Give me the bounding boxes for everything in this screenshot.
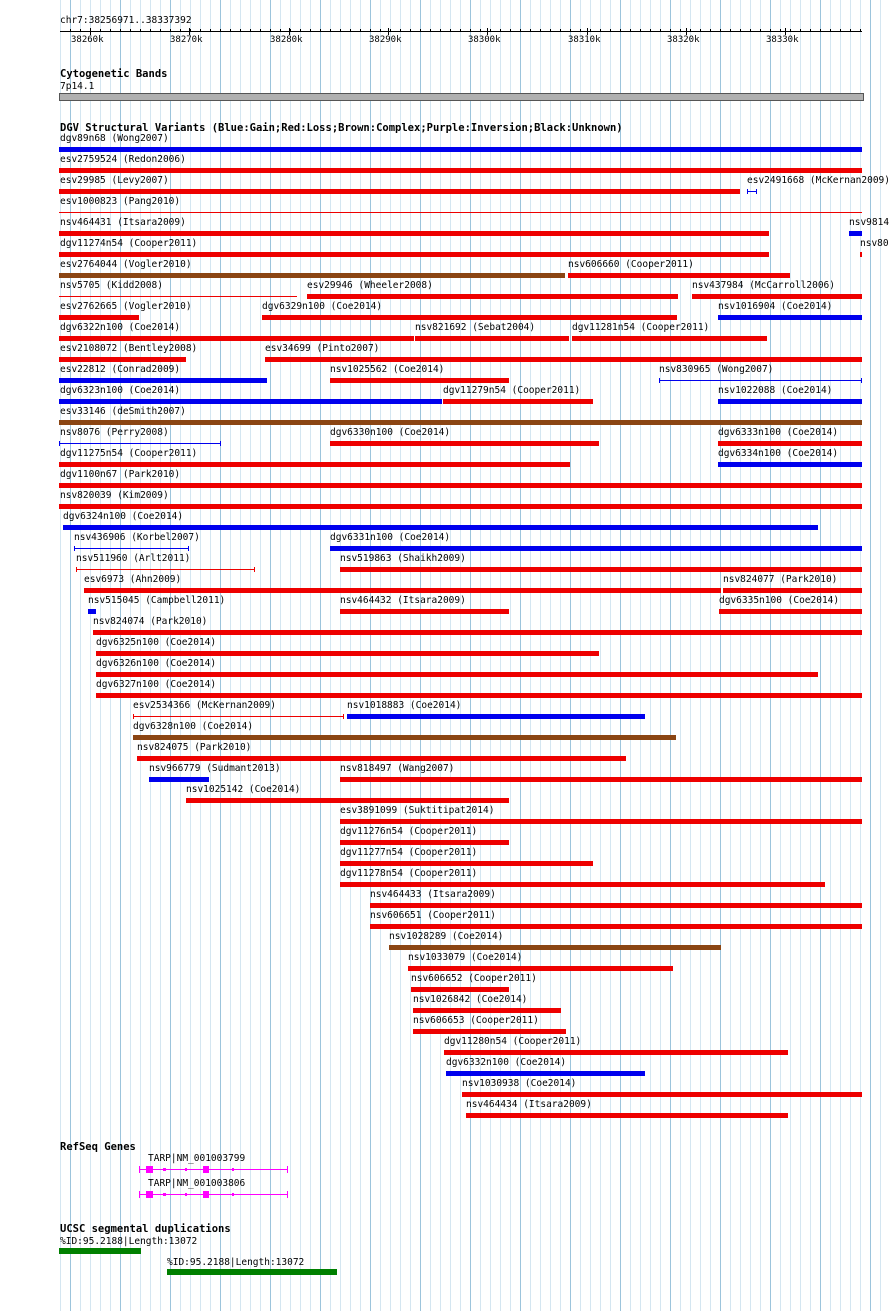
ruler-minor-tick	[690, 29, 691, 32]
dgv-feature-label[interactable]: nsv821692 (Sebat2004)	[415, 322, 536, 333]
ruler-minor-tick	[630, 29, 631, 32]
dgv-feature-bar[interactable]	[340, 840, 509, 845]
ruler-minor-tick	[350, 29, 351, 32]
ruler-minor-tick	[80, 29, 81, 32]
dgv-feature-label[interactable]: esv2491668 (McKernan2009)	[747, 175, 890, 186]
dgv-feature-bar[interactable]	[59, 443, 221, 444]
ruler-tick-label: 38310k	[568, 35, 601, 45]
dgv-feature-label[interactable]: nsv5705 (Kidd2008)	[60, 280, 163, 291]
dgv-feature-label[interactable]: nsv436906 (Korbel2007)	[74, 532, 200, 543]
ruler-minor-tick	[850, 29, 851, 32]
ruler-minor-tick	[130, 29, 131, 32]
dgv-feature-bar[interactable]	[340, 777, 862, 782]
ruler-minor-tick	[390, 29, 391, 32]
ruler-minor-tick	[570, 29, 571, 32]
dgv-feature-bar[interactable]	[76, 569, 255, 570]
dgv-feature-label[interactable]: nsv1033079 (Coe2014)	[408, 952, 523, 963]
dgv-feature-bar[interactable]	[59, 483, 862, 488]
dgv-feature-label[interactable]: esv2764044 (Vogler2010)	[60, 259, 192, 270]
ruler-minor-tick	[500, 29, 501, 32]
ruler-minor-tick	[480, 29, 481, 32]
ruler-minor-tick	[440, 29, 441, 32]
dgv-feature-label[interactable]: nsv1026842 (Coe2014)	[413, 994, 528, 1005]
dgv-feature-bar[interactable]	[59, 231, 769, 236]
dgv-feature-label[interactable]: dgv6331n100 (Coe2014)	[330, 532, 451, 543]
gene-end-marker	[139, 1191, 140, 1198]
dgv-feature-label[interactable]: nsv1025142 (Coe2014)	[186, 784, 301, 795]
gene-intron-line	[139, 1169, 288, 1170]
ruler-minor-tick	[730, 29, 731, 32]
dgv-feature-label[interactable]: nsv511960 (Arlt2011)	[76, 553, 191, 564]
ruler-minor-tick	[700, 29, 701, 32]
ruler-minor-tick	[540, 29, 541, 32]
ruler-minor-tick	[790, 29, 791, 32]
gene-exon	[163, 1168, 166, 1171]
dgv-feature-label[interactable]: nsv1016904 (Coe2014)	[718, 301, 833, 312]
dgv-feature-label[interactable]: dgv11275n54 (Cooper2011)	[60, 448, 198, 459]
gene-intron-line	[139, 1194, 288, 1195]
dgv-feature-bar[interactable]	[96, 672, 818, 677]
ruler-minor-tick	[740, 29, 741, 32]
ruler-minor-tick	[160, 29, 161, 32]
ruler-minor-tick	[340, 29, 341, 32]
ruler-minor-tick	[710, 29, 711, 32]
dgv-feature-label[interactable]: esv29946 (Wheeler2008)	[307, 280, 433, 291]
ruler-minor-tick	[120, 29, 121, 32]
dgv-feature-bar[interactable]	[59, 357, 186, 362]
dgv-feature-label[interactable]: dgv11280n54 (Cooper2011)	[444, 1036, 582, 1047]
dgv-feature-bar[interactable]	[340, 819, 862, 824]
ruler-tick	[785, 28, 786, 35]
dgv-feature-label[interactable]: dgv11274n54 (Cooper2011)	[60, 238, 198, 249]
dgv-feature-bar[interactable]	[96, 693, 862, 698]
ruler-minor-tick	[800, 29, 801, 32]
dgv-feature-bar[interactable]	[59, 296, 297, 297]
dgv-feature-bar[interactable]	[59, 336, 414, 341]
cytoband-label: 7p14.1	[60, 81, 95, 92]
dgv-feature-label[interactable]: dgv6325n100 (Coe2014)	[96, 637, 217, 648]
ruler-minor-tick	[420, 29, 421, 32]
dgv-feature-label[interactable]: esv6973 (Ahn2009)	[84, 574, 182, 585]
dgv-feature-label[interactable]: dgv11276n54 (Cooper2011)	[340, 826, 478, 837]
dgv-feature-label[interactable]: esv2759524 (Redon2006)	[60, 154, 186, 165]
ruler-minor-tick	[370, 29, 371, 32]
ruler-minor-tick	[600, 29, 601, 32]
ruler-minor-tick	[490, 29, 491, 32]
dgv-feature-label[interactable]: dgv11277n54 (Cooper2011)	[340, 847, 478, 858]
dgv-feature-bar[interactable]	[59, 168, 862, 173]
dgv-feature-bar[interactable]	[307, 294, 678, 299]
dgv-feature-bar[interactable]	[718, 315, 862, 320]
ruler-minor-tick	[750, 29, 751, 32]
ruler-minor-tick	[380, 29, 381, 32]
dgv-feature-label[interactable]: esv33146 (deSmith2007)	[60, 406, 186, 417]
ruler-tick	[487, 28, 488, 35]
segdup-label[interactable]: %ID:95.2188|Length:13072	[60, 1236, 198, 1247]
dgv-feature-bar[interactable]	[59, 212, 862, 213]
ruler-minor-tick	[620, 29, 621, 32]
dgv-feature-bar[interactable]	[413, 1008, 561, 1013]
segdup-track-title: UCSC segmental duplications	[60, 1223, 231, 1235]
gene-label[interactable]: TARP|NM_001003799	[148, 1153, 246, 1164]
ruler-tick-label: 38300k	[468, 35, 501, 45]
dgv-feature-label[interactable]: nsv1022088 (Coe2014)	[718, 385, 833, 396]
dgv-feature-bar[interactable]	[186, 798, 509, 803]
dgv-feature-bar[interactable]	[59, 504, 862, 509]
ruler-minor-tick	[310, 29, 311, 32]
ruler-minor-tick	[110, 29, 111, 32]
dgv-feature-label[interactable]: nsv8076 (Perry2008)	[60, 427, 169, 438]
dgv-feature-bar[interactable]	[59, 147, 862, 152]
dgv-feature-label[interactable]: dgv6323n100 (Coe2014)	[60, 385, 181, 396]
dgv-feature-label[interactable]: esv2762665 (Vogler2010)	[60, 301, 192, 312]
ruler-minor-tick	[220, 29, 221, 32]
dgv-feature-bar[interactable]	[59, 420, 862, 425]
ruler-minor-tick	[140, 29, 141, 32]
ruler-minor-tick	[820, 29, 821, 32]
dgv-feature-bar[interactable]	[413, 1029, 566, 1034]
dgv-feature-bar[interactable]	[718, 462, 862, 467]
dgv-feature-bar[interactable]	[718, 399, 862, 404]
dgv-feature-label[interactable]: nsv464433 (Itsara2009)	[370, 889, 496, 900]
dgv-feature-bar[interactable]	[59, 189, 740, 194]
segdup-bar[interactable]	[59, 1248, 141, 1254]
dgv-feature-label[interactable]: nsv9814	[849, 217, 890, 228]
dgv-feature-label[interactable]: nsv824077 (Park2010)	[723, 574, 838, 585]
ruler-minor-tick	[400, 29, 401, 32]
dgv-feature-bar[interactable]	[446, 1071, 645, 1076]
dgv-feature-bar[interactable]	[411, 987, 509, 992]
dgv-feature-label[interactable]: dgv6335n100 (Coe2014)	[719, 595, 840, 606]
ruler-tick-label: 38290k	[369, 35, 402, 45]
ruler-minor-tick	[780, 29, 781, 32]
ruler-minor-tick	[770, 29, 771, 32]
ruler-minor-tick	[290, 29, 291, 32]
dgv-feature-label[interactable]: nsv519863 (Shaikh2009)	[340, 553, 466, 564]
dgv-feature-bar[interactable]	[340, 567, 862, 572]
dgv-feature-bar[interactable]	[415, 336, 569, 341]
ruler-minor-tick	[410, 29, 411, 32]
dgv-feature-bar[interactable]	[133, 716, 344, 717]
gene-end-marker	[287, 1166, 288, 1173]
dgv-feature-label[interactable]: nsv606651 (Cooper2011)	[370, 910, 496, 921]
dgv-feature-bar[interactable]	[59, 399, 442, 404]
dgv-feature-bar[interactable]	[262, 315, 677, 320]
dgv-feature-bar[interactable]	[330, 441, 599, 446]
ruler-minor-tick	[580, 29, 581, 32]
dgv-feature-label[interactable]: dgv89n68 (Wong2007)	[60, 133, 169, 144]
ruler-minor-tick	[470, 29, 471, 32]
gene-exon	[163, 1193, 166, 1196]
dgv-feature-label[interactable]: nsv820039 (Kim2009)	[60, 490, 169, 501]
cytoband-bar[interactable]	[59, 93, 864, 101]
ruler-minor-tick	[100, 29, 101, 32]
dgv-feature-bar[interactable]	[133, 735, 676, 740]
dgv-feature-bar[interactable]	[462, 1092, 862, 1097]
ruler-tick	[686, 28, 687, 35]
ruler-minor-tick	[300, 29, 301, 32]
gene-exon	[232, 1168, 234, 1171]
gene-exon	[185, 1168, 187, 1171]
segdup-bar[interactable]	[167, 1269, 337, 1275]
dgv-feature-bar[interactable]	[96, 651, 599, 656]
ruler-minor-tick	[640, 29, 641, 32]
dgv-feature-bar[interactable]	[330, 546, 862, 551]
ruler-minor-tick	[200, 29, 201, 32]
dgv-feature-label[interactable]: nsv464432 (Itsara2009)	[340, 595, 466, 606]
ruler-tick-label: 38320k	[667, 35, 700, 45]
ruler-minor-tick	[150, 29, 151, 32]
ruler-minor-tick	[190, 29, 191, 32]
dgv-feature-bar[interactable]	[370, 903, 862, 908]
ruler-minor-tick	[230, 29, 231, 32]
dgv-feature-label[interactable]: dgv6332n100 (Coe2014)	[446, 1057, 567, 1068]
ruler-minor-tick	[250, 29, 251, 32]
dgv-feature-label[interactable]: nsv824074 (Park2010)	[93, 616, 208, 627]
dgv-feature-label[interactable]: esv2534366 (McKernan2009)	[133, 700, 276, 711]
dgv-feature-label[interactable]: nsv1018883 (Coe2014)	[347, 700, 462, 711]
ruler-minor-tick	[520, 29, 521, 32]
ruler-minor-tick	[270, 29, 271, 32]
ruler-minor-tick	[860, 29, 861, 32]
dgv-track-title: DGV Structural Variants (Blue:Gain;Red:Loss;Brown:Complex;Purple:Inversion;Black:Unknown)	[60, 122, 623, 134]
dgv-feature-bar[interactable]	[149, 777, 209, 782]
ruler-minor-tick	[320, 29, 321, 32]
gene-exon	[146, 1166, 153, 1173]
ruler-minor-tick	[450, 29, 451, 32]
dgv-feature-label[interactable]: esv22812 (Conrad2009)	[60, 364, 181, 375]
ruler-minor-tick	[430, 29, 431, 32]
ruler-minor-tick	[460, 29, 461, 32]
dgv-feature-bar[interactable]	[88, 609, 96, 614]
dgv-feature-bar[interactable]	[389, 945, 721, 950]
gene-exon	[232, 1193, 234, 1196]
gene-exon	[185, 1193, 187, 1196]
dgv-feature-label[interactable]: nsv606653 (Cooper2011)	[413, 1015, 539, 1026]
ruler-minor-tick	[670, 29, 671, 32]
dgv-feature-label[interactable]: nsv830965 (Wong2007)	[659, 364, 774, 375]
dgv-feature-label[interactable]: dgv6324n100 (Coe2014)	[63, 511, 184, 522]
ruler-minor-tick	[260, 29, 261, 32]
dgv-feature-bar[interactable]	[340, 882, 825, 887]
dgv-feature-label[interactable]: esv3891099 (Suktitipat2014)	[340, 805, 495, 816]
dgv-feature-label[interactable]: dgv6329n100 (Coe2014)	[262, 301, 383, 312]
dgv-feature-label[interactable]: nsv966779 (Sudmant2013)	[149, 763, 281, 774]
segdup-label[interactable]: %ID:95.2188|Length:13072	[167, 1257, 305, 1268]
ruler-minor-tick	[360, 29, 361, 32]
dgv-feature-label[interactable]: dgv6333n100 (Coe2014)	[718, 427, 839, 438]
dgv-feature-label[interactable]: nsv464434 (Itsara2009)	[466, 1099, 592, 1110]
dgv-feature-bar[interactable]	[747, 191, 757, 192]
dgv-feature-bar[interactable]	[59, 378, 267, 383]
dgv-feature-label[interactable]: esv29985 (Levy2007)	[60, 175, 169, 186]
dgv-feature-label[interactable]: nsv464431 (Itsara2009)	[60, 217, 186, 228]
ruler-minor-tick	[170, 29, 171, 32]
ruler-minor-tick	[760, 29, 761, 32]
dgv-feature-bar[interactable]	[347, 714, 645, 719]
ruler-minor-tick	[810, 29, 811, 32]
ruler-minor-tick	[180, 29, 181, 32]
ruler-minor-tick	[680, 29, 681, 32]
dgv-feature-bar[interactable]	[860, 252, 862, 257]
dgv-feature-bar[interactable]	[84, 588, 721, 593]
dgv-feature-label[interactable]: nsv1025562 (Coe2014)	[330, 364, 445, 375]
ruler-minor-tick	[550, 29, 551, 32]
gene-end-marker	[139, 1166, 140, 1173]
ruler-tick-label: 38270k	[170, 35, 203, 45]
ruler-minor-tick	[70, 29, 71, 32]
ruler-minor-tick	[830, 29, 831, 32]
dgv-feature-bar[interactable]	[63, 525, 818, 530]
dgv-feature-bar[interactable]	[59, 273, 565, 278]
ruler-minor-tick	[560, 29, 561, 32]
cytoband-track-title: Cytogenetic Bands	[60, 68, 168, 80]
ruler-tick-label: 38260k	[71, 35, 104, 45]
dgv-feature-bar[interactable]	[74, 548, 189, 549]
ruler-minor-tick	[660, 29, 661, 32]
ruler-tick-label: 38280k	[270, 35, 303, 45]
dgv-feature-label[interactable]: dgv6322n100 (Coe2014)	[60, 322, 181, 333]
ruler-tick-label: 38330k	[766, 35, 799, 45]
dgv-feature-bar[interactable]	[340, 861, 593, 866]
dgv-feature-label[interactable]: dgv11279n54 (Cooper2011)	[443, 385, 581, 396]
gene-end-marker	[287, 1191, 288, 1198]
dgv-feature-label[interactable]: dgv6330n100 (Coe2014)	[330, 427, 451, 438]
dgv-feature-label[interactable]: dgv11281n54 (Cooper2011)	[572, 322, 710, 333]
dgv-feature-label[interactable]: dgv11278n54 (Cooper2011)	[340, 868, 478, 879]
dgv-feature-label[interactable]: dgv6334n100 (Coe2014)	[718, 448, 839, 459]
dgv-feature-label[interactable]: nsv437984 (McCarroll2006)	[692, 280, 835, 291]
dgv-feature-bar[interactable]	[330, 378, 509, 383]
ruler-minor-tick	[90, 29, 91, 32]
dgv-feature-bar[interactable]	[443, 399, 593, 404]
dgv-feature-bar[interactable]	[370, 924, 862, 929]
dgv-feature-label[interactable]: nsv515045 (Campbell2011)	[88, 595, 226, 606]
ruler-minor-tick	[510, 29, 511, 32]
dgv-feature-bar[interactable]	[466, 1113, 788, 1118]
dgv-feature-label[interactable]: dgv6328n100 (Coe2014)	[133, 721, 254, 732]
dgv-feature-bar[interactable]	[137, 756, 626, 761]
refseq-track-title: RefSeq Genes	[60, 1141, 136, 1153]
gene-exon	[203, 1191, 209, 1198]
dgv-feature-label[interactable]: esv1000823 (Pang2010)	[60, 196, 181, 207]
dgv-feature-bar[interactable]	[93, 630, 862, 635]
dgv-feature-label[interactable]: nsv606652 (Cooper2011)	[411, 973, 537, 984]
ruler-minor-tick	[210, 29, 211, 32]
dgv-feature-label[interactable]: dgv6326n100 (Coe2014)	[96, 658, 217, 669]
ruler-minor-tick	[530, 29, 531, 32]
dgv-feature-label[interactable]: nsv1030938 (Coe2014)	[462, 1078, 577, 1089]
dgv-feature-bar[interactable]	[59, 252, 769, 257]
dgv-feature-bar[interactable]	[340, 609, 509, 614]
region-coordinates: chr7:38256971..38337392	[60, 15, 192, 26]
dgv-feature-bar[interactable]	[723, 588, 862, 593]
ruler-minor-tick	[720, 29, 721, 32]
ruler-tick	[587, 28, 588, 35]
dgv-feature-bar[interactable]	[719, 609, 862, 614]
dgv-feature-bar[interactable]	[444, 1050, 788, 1055]
dgv-feature-label[interactable]: esv2108072 (Bentley2008)	[60, 343, 198, 354]
ruler-minor-tick	[280, 29, 281, 32]
ruler-minor-tick	[240, 29, 241, 32]
ruler-minor-tick	[650, 29, 651, 32]
dgv-feature-label[interactable]: nsv1028289 (Coe2014)	[389, 931, 504, 942]
ruler-minor-tick	[330, 29, 331, 32]
dgv-feature-bar[interactable]	[572, 336, 767, 341]
ruler-tick	[388, 28, 389, 35]
dgv-feature-bar[interactable]	[568, 273, 790, 278]
dgv-feature-bar[interactable]	[849, 231, 862, 236]
dgv-feature-label[interactable]: nsv818497 (Wang2007)	[340, 763, 455, 774]
dgv-feature-bar[interactable]	[659, 380, 862, 381]
dgv-feature-bar[interactable]	[265, 357, 862, 362]
dgv-feature-label[interactable]: nsv606660 (Cooper2011)	[568, 259, 694, 270]
gene-exon	[146, 1191, 153, 1198]
dgv-feature-label[interactable]: dgv1100n67 (Park2010)	[60, 469, 181, 480]
dgv-feature-bar[interactable]	[408, 966, 673, 971]
dgv-feature-bar[interactable]	[59, 315, 139, 320]
dgv-feature-label[interactable]: nsv80	[860, 238, 889, 249]
ruler-minor-tick	[590, 29, 591, 32]
gene-label[interactable]: TARP|NM_001003806	[148, 1178, 246, 1189]
dgv-feature-label[interactable]: esv34699 (Pinto2007)	[265, 343, 380, 354]
dgv-feature-bar[interactable]	[718, 441, 862, 446]
dgv-feature-bar[interactable]	[692, 294, 862, 299]
ruler-minor-tick	[840, 29, 841, 32]
dgv-feature-bar[interactable]	[59, 462, 570, 467]
ruler-minor-tick	[610, 29, 611, 32]
dgv-feature-label[interactable]: nsv824075 (Park2010)	[137, 742, 252, 753]
dgv-feature-label[interactable]: dgv6327n100 (Coe2014)	[96, 679, 217, 690]
gene-exon	[203, 1166, 209, 1173]
